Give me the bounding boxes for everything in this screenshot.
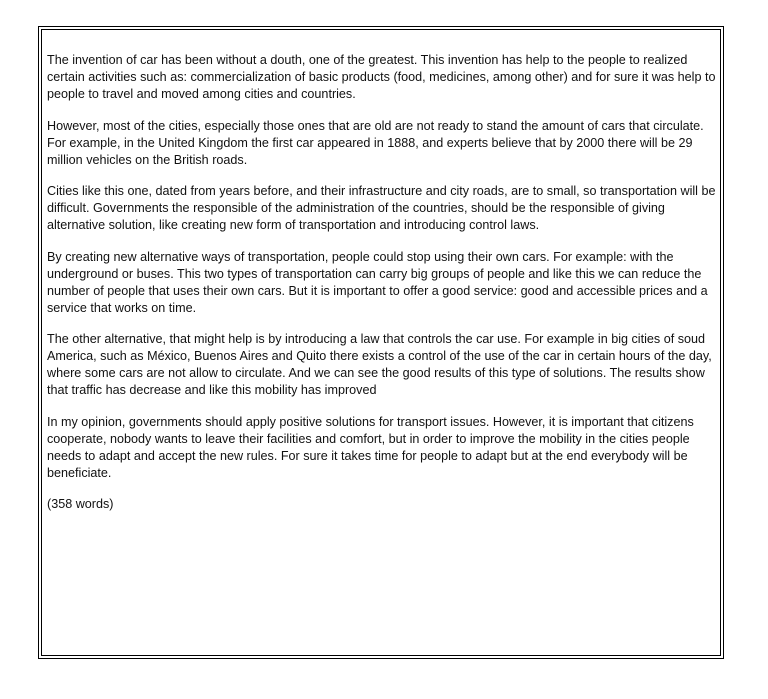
essay-paragraph-4: By creating new alternative ways of transportation, people could stop using their own cars. For example: with the underground or buses. This two types of transportation can carry big groups of people and like this we can reduce the number of people that uses their own cars. But it is important to offer a good service: good and accessible prices and a service that works on time. bbox=[47, 249, 708, 315]
essay-paragraph-5: The other alternative, that might help is by introducing a law that controls the car use. For example in big cities of soud America, such as México, Buenos Aires and Quito there exists a control of the use of the car in certain hours of the day, where some cars are not allow to circulate. And we can see the good results of this type of solutions. The results show that traffic has decrease and like this mobility has improved bbox=[47, 332, 712, 397]
essay-paragraph-3: Cities like this one, dated from years before, and their infrastructure and city roads, are to small, so transportation will be difficult. Governments the responsible of the administration of the countries, should be the responsible of giving alternative solution, like creating new form of transportation and introducing control laws. bbox=[47, 184, 716, 232]
essay-paragraph-6: In my opinion, governments should apply positive solutions for transport issues. However, it is important that citizens cooperate, nobody wants to leave their facilities and comfort, but in order to improve the mobility in the cities people needs to adapt and accept the new rules. For sure it takes time for people to adapt but at the end everybody will be beneficiate. bbox=[47, 414, 694, 480]
word-count: (358 words) bbox=[47, 497, 114, 511]
essay-paragraph-2: However, most of the cities, especially those ones that are old are not ready to stand the amount of cars that circulate. For example, in the United Kingdom the first car appeared in 1888, and experts believe that by 2000 there will be 29 million vehicles on the British roads. bbox=[47, 118, 704, 167]
essay-body bbox=[47, 52, 722, 528]
essay-paragraph-1: The invention of car has been without a douth, one of the greatest. This invention has help to the people to realized certain activities such as: commercialization of basic products (food, medicines, among other) and for sure it was help to people to travel and moved among cities and countries. bbox=[47, 53, 716, 101]
